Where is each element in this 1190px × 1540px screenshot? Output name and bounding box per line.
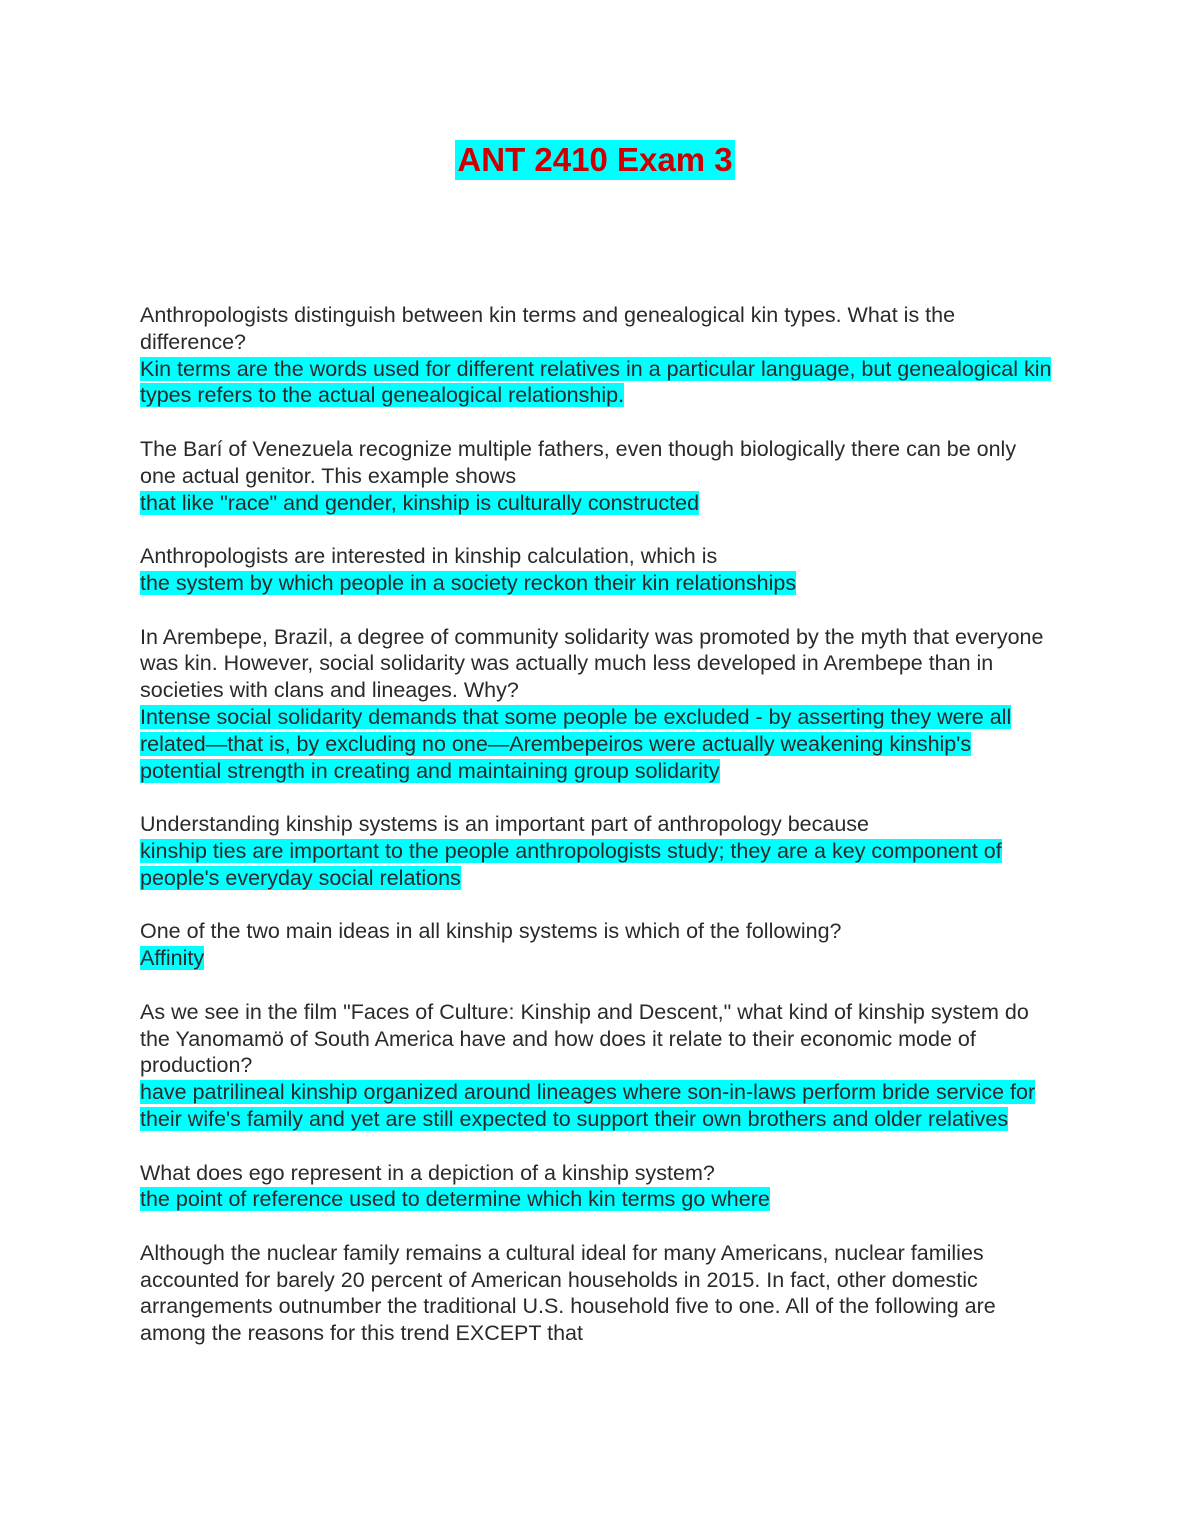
document-title: ANT 2410 Exam 3 xyxy=(457,141,733,178)
answer-text xyxy=(140,1079,1055,1133)
question-text: The Barí of Venezuela recognize multiple fathers, even though biologically there can be only one actual genitor. This example shows xyxy=(140,436,1017,488)
qa-item-8 xyxy=(140,1160,1055,1214)
answer-highlight: kinship ties are important to the people anthropologists study; they are a key component of people's everyday social relations xyxy=(140,838,1002,890)
question-text: As we see in the film "Faces of Culture: Kinship and Descent," what kind of kinship system do the Yanomamö of South America have and how does it relate to their economic mode of production? xyxy=(140,999,1029,1078)
qa-list xyxy=(140,302,1055,1374)
answer-text xyxy=(140,945,1055,972)
title-container xyxy=(0,140,1190,180)
answer-highlight: that like "race" and gender, kinship is culturally constructed xyxy=(140,490,700,515)
qa-item-3 xyxy=(140,543,1055,597)
question-text: Although the nuclear family remains a cultural ideal for many Americans, nuclear families accounted for barely 20 percent of American households in 2015. In fact, other domestic arrangements outnumber the traditional U.S. household five to one. All of the following are among the reasons for this trend EXCEPT that xyxy=(140,1240,996,1346)
qa-item-9 xyxy=(140,1240,1055,1347)
answer-text xyxy=(140,704,1055,784)
answer-text xyxy=(140,490,1055,517)
answer-highlight: the system by which people in a society reckon their kin relationships xyxy=(140,570,797,595)
question-text: In Arembepe, Brazil, a degree of community solidarity was promoted by the myth that everyone was kin. However, social solidarity was actually much less developed in Arembepe than in societies with clans and lineages. Why? xyxy=(140,624,1044,703)
answer-highlight: Affinity xyxy=(140,946,205,971)
question-text: What does ego represent in a depiction of a kinship system? xyxy=(140,1160,715,1185)
qa-item-7 xyxy=(140,999,1055,1133)
question-text: Understanding kinship systems is an important part of anthropology because xyxy=(140,812,870,837)
question-text: One of the two main ideas in all kinship systems is which of the following? xyxy=(140,919,842,944)
qa-item-5 xyxy=(140,811,1055,891)
answer-text xyxy=(140,356,1055,410)
answer-text xyxy=(140,1186,1055,1213)
question-text: Anthropologists are interested in kinship calculation, which is xyxy=(140,544,718,569)
answer-text xyxy=(140,570,1055,597)
qa-item-2 xyxy=(140,436,1055,516)
answer-highlight: the point of reference used to determine which kin terms go where xyxy=(140,1187,770,1212)
answer-text xyxy=(140,838,1055,892)
answer-highlight: Intense social solidarity demands that some people be excluded - by asserting they were all related—that is, by excluding no one—Arembepeiros were actually weakening kinship's potential strength in creating and maintaining group solidarity xyxy=(140,704,1012,783)
qa-item-4 xyxy=(140,624,1055,785)
qa-item-1 xyxy=(140,302,1055,409)
answer-highlight: Kin terms are the words used for different relatives in a particular language, but genealogical kin types refers to the actual genealogical relationship. xyxy=(140,356,1052,408)
qa-item-6 xyxy=(140,918,1055,972)
question-text: Anthropologists distinguish between kin terms and genealogical kin types. What is the difference? xyxy=(140,303,956,354)
answer-highlight: have patrilineal kinship organized around lineages where son-in-laws perform bride service for their wife's family and yet are still expected to support their own brothers and older relatives xyxy=(140,1080,1036,1131)
